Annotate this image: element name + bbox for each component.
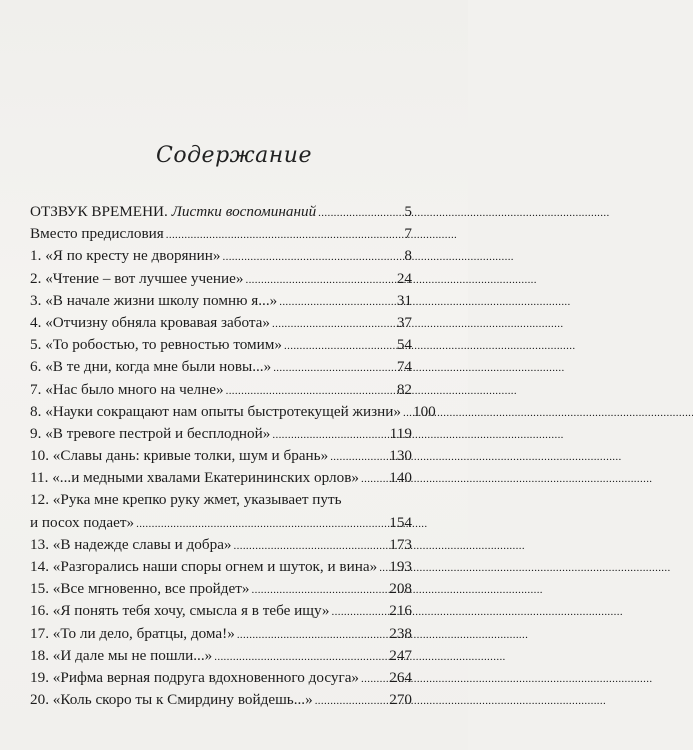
leader-dots [252,578,388,601]
toc-entry-text: Вместо предисловия [30,225,164,243]
toc-entry [30,245,412,267]
page-title: Содержание [156,143,312,168]
toc-page-number: 5 [404,203,412,220]
toc-entry-text: 17. «То ли дело, братцы, дома!» [30,624,235,642]
toc-entry [30,356,412,378]
toc-entry [30,534,412,556]
toc-entry [30,600,412,622]
toc-page-number: 31 [396,291,412,309]
leader-dots [226,379,395,402]
toc-entry-text: 6. «В те дни, когда мне были новы...» [30,358,272,376]
toc-page-number: 270 [389,691,412,709]
toc-entry [30,489,412,533]
leader-dots [330,445,387,468]
leader-dots [361,467,387,490]
toc-entry [30,467,412,489]
toc-entry-text: 10. «Славы дань: кривые толки, шум и брань» [30,447,329,465]
toc-entry-text: 1. «Я по кресту не дворянин» [30,247,221,265]
toc-page-number: 264 [389,668,412,686]
toc-entry [30,401,436,423]
leader-dots [234,534,388,557]
toc-page-number: 100 [412,402,436,420]
leader-dots [318,201,402,224]
toc-page-number: 37 [396,313,412,331]
leader-dots [136,512,387,535]
toc-entry-text: 8. «Науки сокращают нам опыты быстротекущей жизни» [30,402,401,420]
toc-entry-continuation [30,512,412,534]
toc-entry [30,312,412,334]
toc-entry [30,645,412,667]
toc-entry-text: 15. «Все мгновенно, все пройдет» [30,580,250,598]
leader-dots [284,334,395,357]
toc-page-number: 247 [389,646,412,664]
toc-entry-text: 18. «И дале мы не пошли...» [30,646,213,664]
leader-dots [315,689,388,712]
leader-dots [273,356,395,379]
toc-entry-text: 4. «Отчизну обняла кровавая забота» [30,313,271,331]
toc-entry [30,223,412,245]
toc-entry-text: ОТЗВУК ВРЕМЕНИ. Листки воспоминаний [30,203,317,220]
toc-page-number: 74 [396,358,412,376]
toc-entry-text: 3. «В начале жизни школу помню я...» [30,291,278,309]
leader-dots [214,645,387,668]
toc-entry [30,334,412,356]
toc-page-number: 154 [389,513,412,531]
leader-dots [279,290,395,313]
toc-entry [30,667,412,689]
toc-entry-text-continued: и посох подает» [30,513,135,531]
toc-page-number: 7 [404,225,412,243]
toc-page-number: 82 [396,380,412,398]
toc-page-number: 193 [389,558,412,575]
toc-page-number: 54 [396,336,412,354]
toc-entry [30,445,412,467]
leader-dots [272,312,395,335]
toc-page-number: 24 [396,269,412,287]
toc-entry-text: 9. «В тревоге пестрой и бесплодной» [30,424,271,442]
toc-page-number: 8 [404,247,412,265]
toc-entry [30,423,412,445]
table-of-contents [30,201,436,711]
toc-entry-text: 5. «То робостью, то ревностью томим» [30,336,283,354]
toc-entry [30,578,412,600]
toc-entry-text: 14. «Разгорались наши споры огнем и шуток, и вина» [30,558,378,575]
toc-entry [30,268,412,290]
toc-entry-text: 2. «Чтение – вот лучшее учение» [30,269,244,287]
toc-entry [30,201,412,223]
toc-entry [30,689,412,711]
leader-dots [272,423,387,446]
leader-dots [403,401,411,424]
leader-dots [223,245,403,268]
toc-entry [30,290,412,312]
toc-entry-text: 19. «Рифма верная подруга вдохновенного досуга» [30,668,360,686]
toc-page-number: 216 [389,602,412,620]
leader-dots [361,667,387,690]
toc-entry-text: 7. «Нас было много на челне» [30,380,224,398]
leader-dots [237,623,387,646]
toc-entry-text: 11. «...и медными хвалами Екатерининских орлов» [30,469,359,487]
toc-page-number: 130 [389,447,412,465]
toc-entry [30,556,412,578]
toc-entry-text: 13. «В надежде славы и добра» [30,535,232,553]
toc-entry-text: 12. «Рука мне крепко руку жмет, указывает путь [30,491,342,509]
toc-entry [30,623,412,645]
toc-page-number: 140 [389,469,412,487]
toc-page-number: 173 [389,535,412,553]
leader-dots [166,223,403,246]
toc-entry-text: 20. «Коль скоро ты к Смирдину войдешь...» [30,691,313,709]
leader-dots [332,600,388,623]
toc-page-number: 208 [389,580,412,598]
leader-dots [245,268,394,291]
toc-page-number: 119 [389,424,412,442]
toc-page-number: 238 [389,624,412,642]
leader-dots [379,556,387,579]
toc-entry [30,379,412,401]
toc-entry-text: 16. «Я понять тебя хочу, смысла я в тебе ищу» [30,602,330,620]
